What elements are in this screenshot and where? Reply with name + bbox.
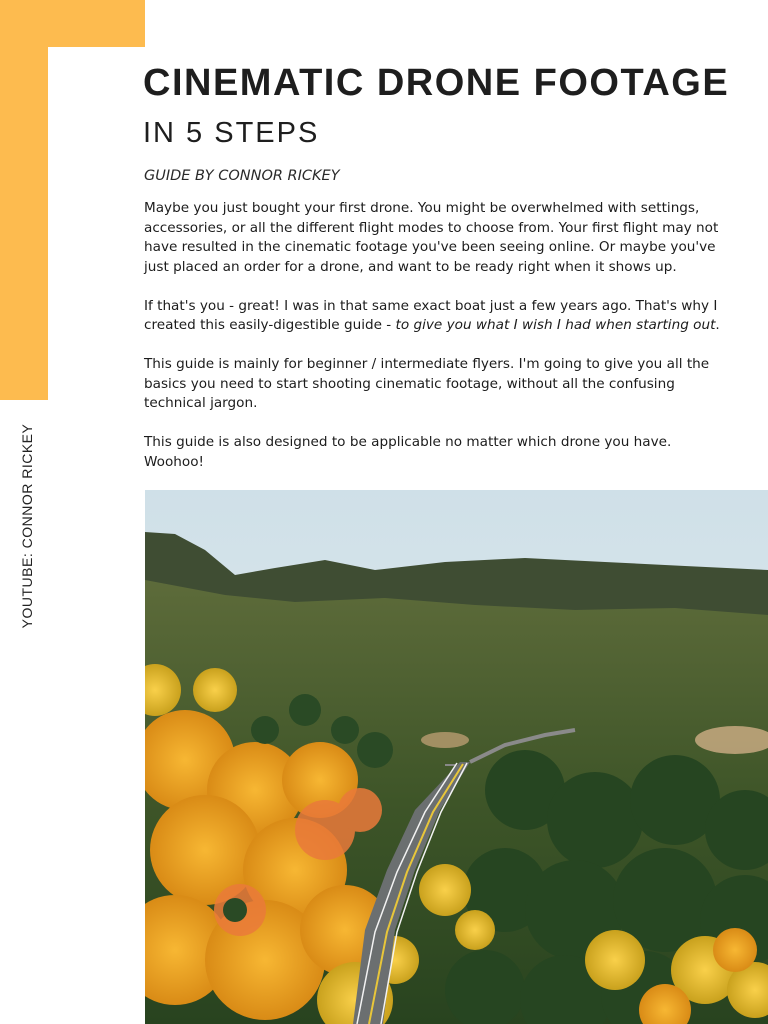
author-byline: GUIDE BY CONNOR RICKEY <box>144 168 340 184</box>
accent-bar-vertical <box>0 0 48 400</box>
intro-paragraph-2-end: . <box>715 317 720 333</box>
intro-paragraph-3: This guide is mainly for beginner / intermediate flyers. I'm going to give you all the basics you need to start shooting cinematic footage, without all the confusing technical jargon. <box>144 356 710 411</box>
photo-illustration <box>145 490 768 1024</box>
youtube-side-label: YOUTUBE: CONNOR RICKEY <box>19 423 35 629</box>
intro-text <box>144 199 734 531</box>
page-title: CINEMATIC DRONE FOOTAGE <box>143 62 730 104</box>
accent-bar-top <box>0 0 145 47</box>
aerial-forest-road-photo <box>145 490 768 1024</box>
page-subtitle: IN 5 STEPS <box>143 117 320 149</box>
intro-paragraph-4: This guide is also designed to be applicable no matter which drone you have. Woohoo! <box>144 434 672 470</box>
intro-paragraph-2-start: If that's you - great! I was in that same exact boat just a few years ago. That's why I created this easily-digestible guide - <box>144 297 718 333</box>
intro-paragraph-1: Maybe you just bought your first drone. You might be overwhelmed with settings, accessories, or all the different flight modes to choose from. Your first flight may not have resulted in the cinematic footage you've been seeing online. Or maybe you've just placed an order for a drone, and want to be ready right when it shows up. <box>144 200 719 275</box>
intro-paragraph-2-italic: to give you what I wish I had when starting out <box>395 317 716 333</box>
intro-paragraph-2 <box>144 297 734 336</box>
